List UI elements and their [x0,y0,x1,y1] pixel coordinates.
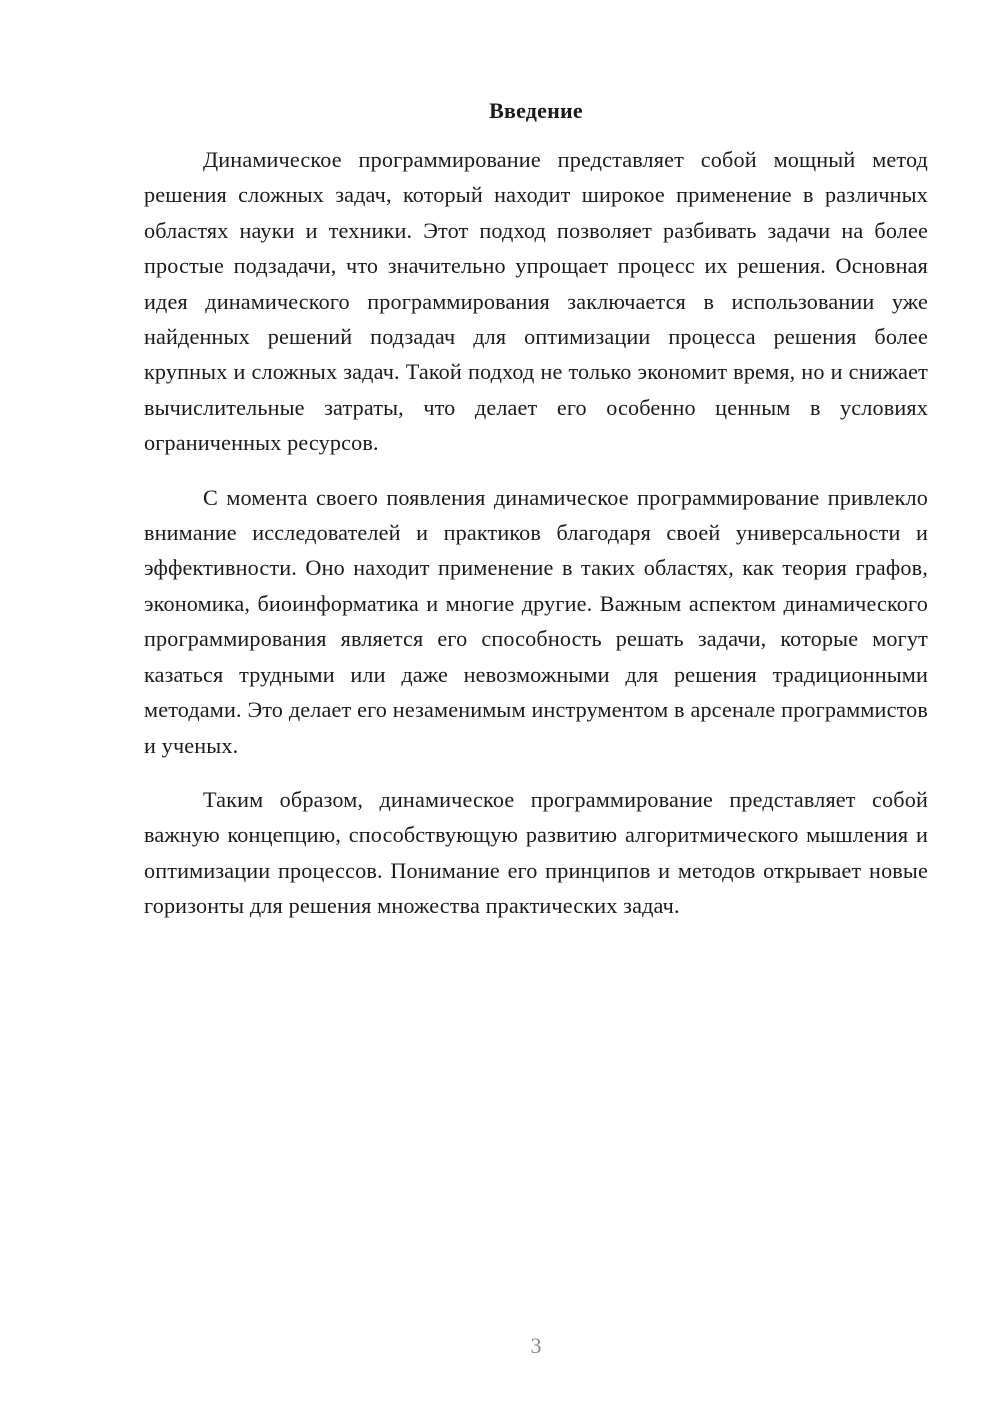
page-number: 3 [530,1333,542,1358]
paragraph-1: Динамическое программирование представляет собой мощный метод решения сложных задач, который находит широкое применение в различных областях науки и техники. Этот подход позволяет разбивать задачи на более простые подзадачи, что значительно упрощает процесс их решения. Основная идея динамического программирования заключается в использовании уже найденных решений подзадач для оптимизации процесса решения более крупных и сложных задач. Такой подход не только экономит время, но и снижает вычислительные затраты, что делает его особенно ценным в условиях ограниченных ресурсов. [144,147,928,456]
paragraph-3: Таким образом, динамическое программирование представляет собой важную концепцию, способствующую развитию алгоритмического мышления и оптимизации процессов. Понимание его принципов и методов открывает новые горизонты для решения множества практических задач. [144,786,928,919]
body-text [144,142,928,924]
page-title: Введение [489,98,583,123]
paragraph-2: С момента своего появления динамическое программирование привлекло внимание исследователей и практиков благодаря своей универсальности и эффективности. Оно находит применение в таких областях, как теория графов, экономика, биоинформатика и многие другие. Важным аспектом динамического программирования является его способность решать задачи, которые могут казаться трудными или даже невозможными для решения традиционными методами. Это делает его незаменимым инструментом в арсенале программистов и ученых. [144,484,928,758]
